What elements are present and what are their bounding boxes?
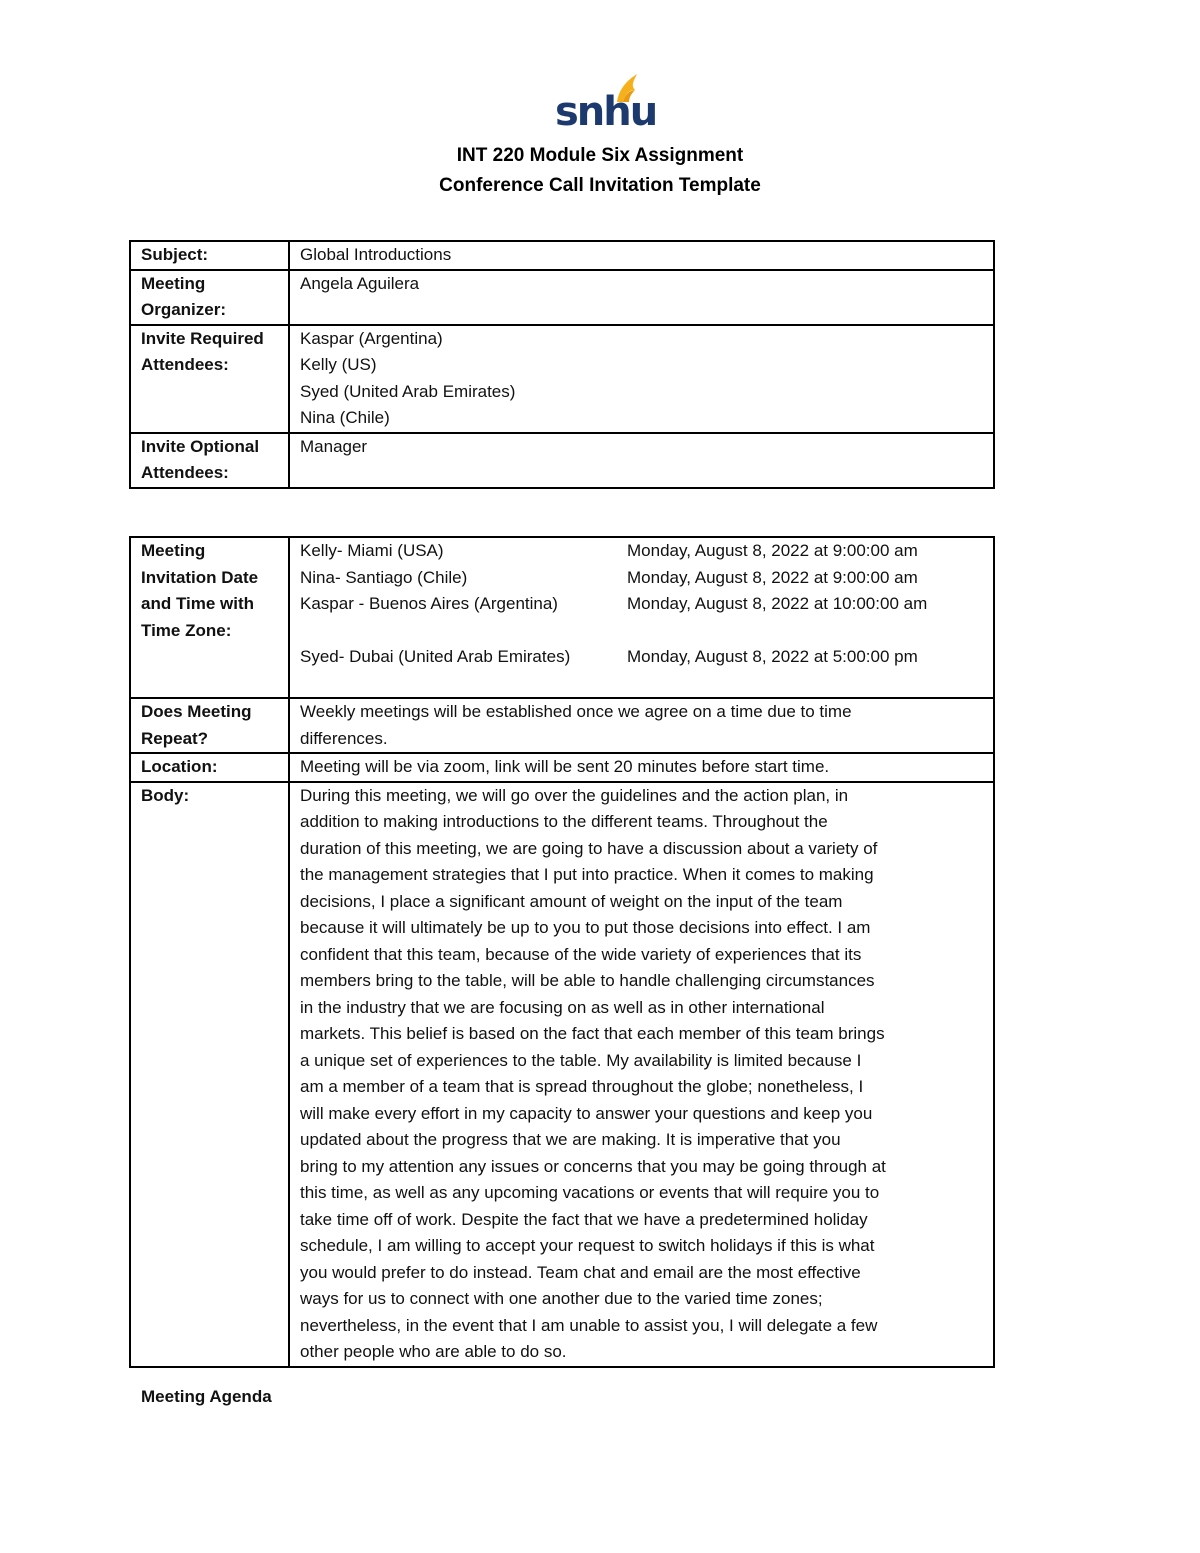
datetime-values [289, 537, 994, 698]
organizer-row [130, 270, 994, 325]
invitation-table [129, 240, 995, 489]
template-title: Conference Call Invitation Template [439, 175, 761, 196]
logo-wordmark: snhu [555, 89, 657, 135]
attendee: Kelly (US) [300, 355, 377, 374]
body-text: During this meeting, we will go over the guidelines and the action plan, in addition to making introductions to the different teams. Throughout the duration of this meeting, we are going to have a discussion about a variety of the management strategies that I put into practice. When it comes to making decisions, I place a significant amount of weight on the input of the team because it will ultimately be up to you to put those decisions into effect. I am confident that this team, because of the wide variety of experiences that its members bring to the table, will be able to handle challenging circumstances in the industry that we are focusing on as well as in other international markets. This belief is based on the fact that each member of this team brings a unique set of experiences to the table. My availability is limited because I am a member of a team that is spread throughout the globe; nonetheless, I will make every effort in my capacity to answer your questions and keep you updated about the progress that we are making. It is imperative that you bring to my attention any issues or concerns that you may be going through at this time, as well as any upcoming vacations or events that will require you to take time off of work. Despite the fact that we have a predetermined holiday schedule, I am willing to accept your request to switch holidays if this is what you would prefer to do instead. Team chat and email are the most effective ways for us to connect with one another due to the varied time zones; nevertheless, in the event that I am unable to assist you, I will delegate a few other people who are able to do so. [289, 782, 994, 1367]
required-attendees-row [130, 325, 994, 433]
repeat-label: Does Meeting Repeat? [130, 698, 289, 753]
timezone-row: Syed- Dubai (United Arab Emirates) Monday, August 8, 2022 at 5:00:00 pm [300, 647, 918, 666]
datetime-label: Meeting Invitation Date and Time with Time Zone: [130, 537, 289, 698]
organizer-value: Angela Aguilera [289, 270, 994, 325]
timezone-row: Kelly- Miami (USA) Monday, August 8, 2022 at 9:00:00 am [300, 541, 918, 560]
organizer-label: Meeting Organizer: [130, 270, 289, 325]
snhu-logo [555, 72, 657, 135]
repeat-value: Weekly meetings will be established once we agree on a time due to time differences. [289, 698, 994, 753]
subject-label: Subject: [130, 241, 289, 270]
meeting-agenda-heading: Meeting Agenda [141, 1387, 272, 1406]
timezone-row: Nina- Santiago (Chile) Monday, August 8, 2022 at 9:00:00 am [300, 567, 918, 587]
required-attendees-list [289, 325, 994, 433]
meeting-details-table [129, 536, 995, 1368]
optional-attendees-row [130, 433, 994, 488]
location-value: Meeting will be via zoom, link will be sent 20 minutes before start time. [289, 753, 994, 782]
subject-row [130, 241, 994, 270]
assignment-title: INT 220 Module Six Assignment [456, 145, 744, 166]
location-row [130, 753, 994, 782]
subject-value: Global Introductions [289, 241, 994, 270]
repeat-row [130, 698, 994, 753]
attendee: Kaspar (Argentina) [300, 328, 443, 348]
optional-attendees-label: Invite Optional Attendees: [130, 433, 289, 488]
attendee: Nina (Chile) [300, 408, 390, 427]
location-label: Location: [130, 753, 289, 782]
optional-attendees-value: Manager [289, 433, 994, 488]
required-attendees-label: Invite Required Attendees: [130, 325, 289, 433]
datetime-row [130, 537, 994, 698]
attendee: Syed (United Arab Emirates) [300, 381, 516, 401]
timezone-row: Kaspar - Buenos Aires (Argentina) Monday, August 8, 2022 at 10:00:00 am [300, 594, 928, 613]
body-row [130, 782, 994, 1367]
body-label: Body: [130, 782, 289, 1367]
